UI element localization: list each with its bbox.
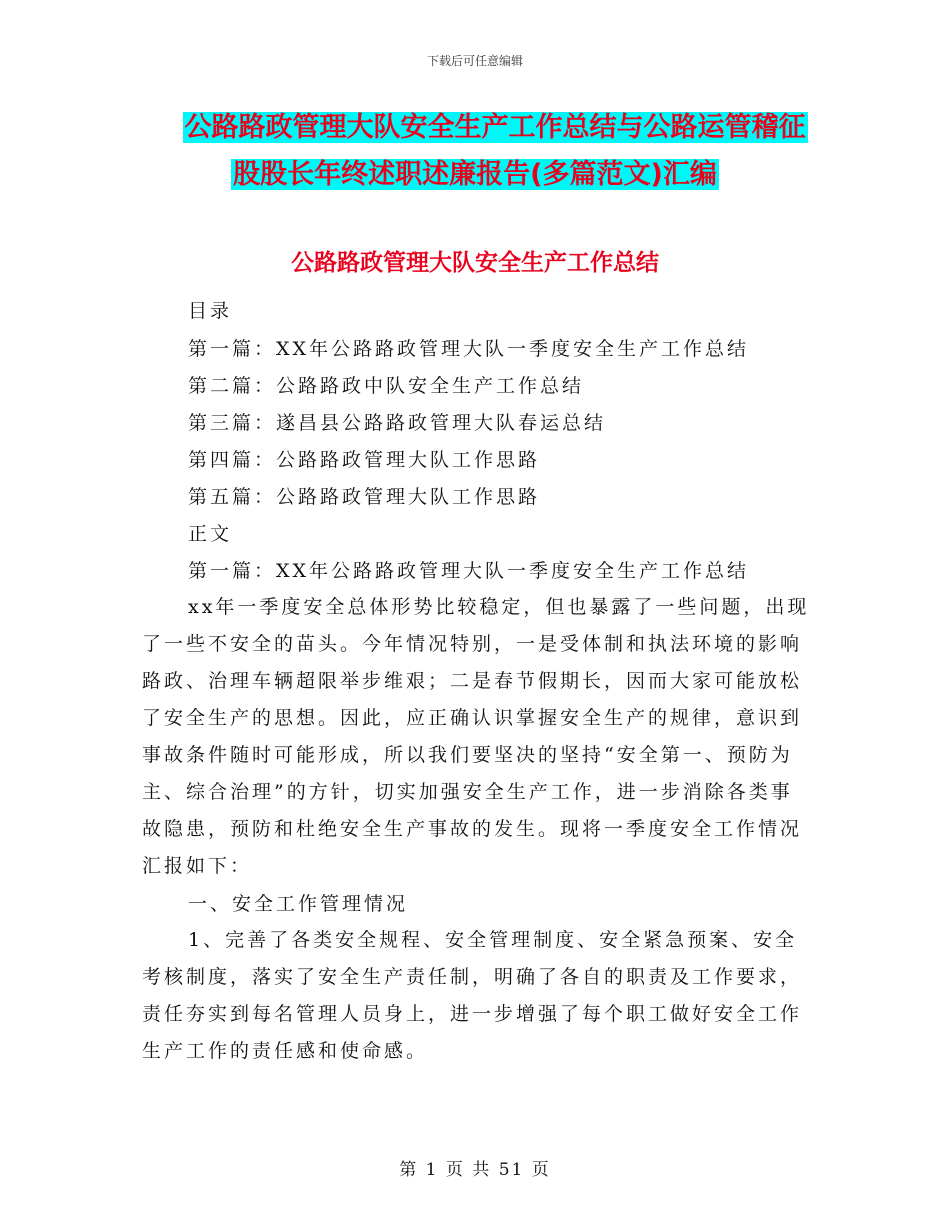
document-title-line-2 (0, 155, 950, 195)
toc-item-4: 第四篇：公路路政管理大队工作思路 (188, 449, 541, 471)
section-subtitle: 公路路政管理大队安全生产工作总结 (291, 250, 659, 276)
title-highlight-1: 公路路政管理大队安全生产工作总结与公路运管稽征 (184, 112, 806, 143)
chapter-title: 第一篇：XX年公路路政管理大队一季度安全生产工作总结 (188, 560, 750, 582)
toc-item-5: 第五篇：公路路政管理大队工作思路 (188, 486, 541, 508)
toc-heading: 目录 (188, 300, 233, 322)
page-footer: 第 1 页 共 51 页 (399, 1160, 551, 1180)
toc-item-3: 第三篇：遂昌县公路路政管理大队春运总结 (188, 412, 607, 434)
header-note: 下载后可任意编辑 (426, 54, 523, 68)
paragraph-2: 1、完善了各类安全规程、安全管理制度、安全紧急预案、安全考核制度，落实了安全生产责任制，明确了各自的职责及工作要求，责任夯实到每名管理人员身上，进一步增强了每个职工做好安全工作生产工作的责任感和使命感。 (142, 929, 803, 1062)
toc-item-2: 第二篇：公路路政中队安全生产工作总结 (188, 375, 585, 397)
paragraph-1: xx年一季度安全总体形势比较稳定，但也暴露了一些问题，出现了一些不安全的苗头。今年情况特别，一是受体制和执法环境的影响路政、治理车辆超限举步维艰；二是春节假期长，因而大家可能放松了安全生产的思想。因此，应正确认识掌握安全生产的规律，意识到事故条件随时可能形成，所以我们要坚决的坚持“安全第一、预防为主、综合治理”的方针，切实加强安全生产工作，进一步消除各类事故隐患，预防和杜绝安全生产事故的发生。现将一季度安全工作情况汇报如下： (142, 596, 810, 877)
document-title-line-1 (0, 108, 950, 148)
title-highlight-2: 股股长年终述职述廉报告(多篇范文)汇编 (233, 159, 717, 190)
toc-item-1: 第一篇：XX年公路路政管理大队一季度安全生产工作总结 (188, 338, 750, 360)
section-heading-1: 一、安全工作管理情况 (188, 893, 409, 915)
body-heading: 正文 (188, 523, 233, 545)
